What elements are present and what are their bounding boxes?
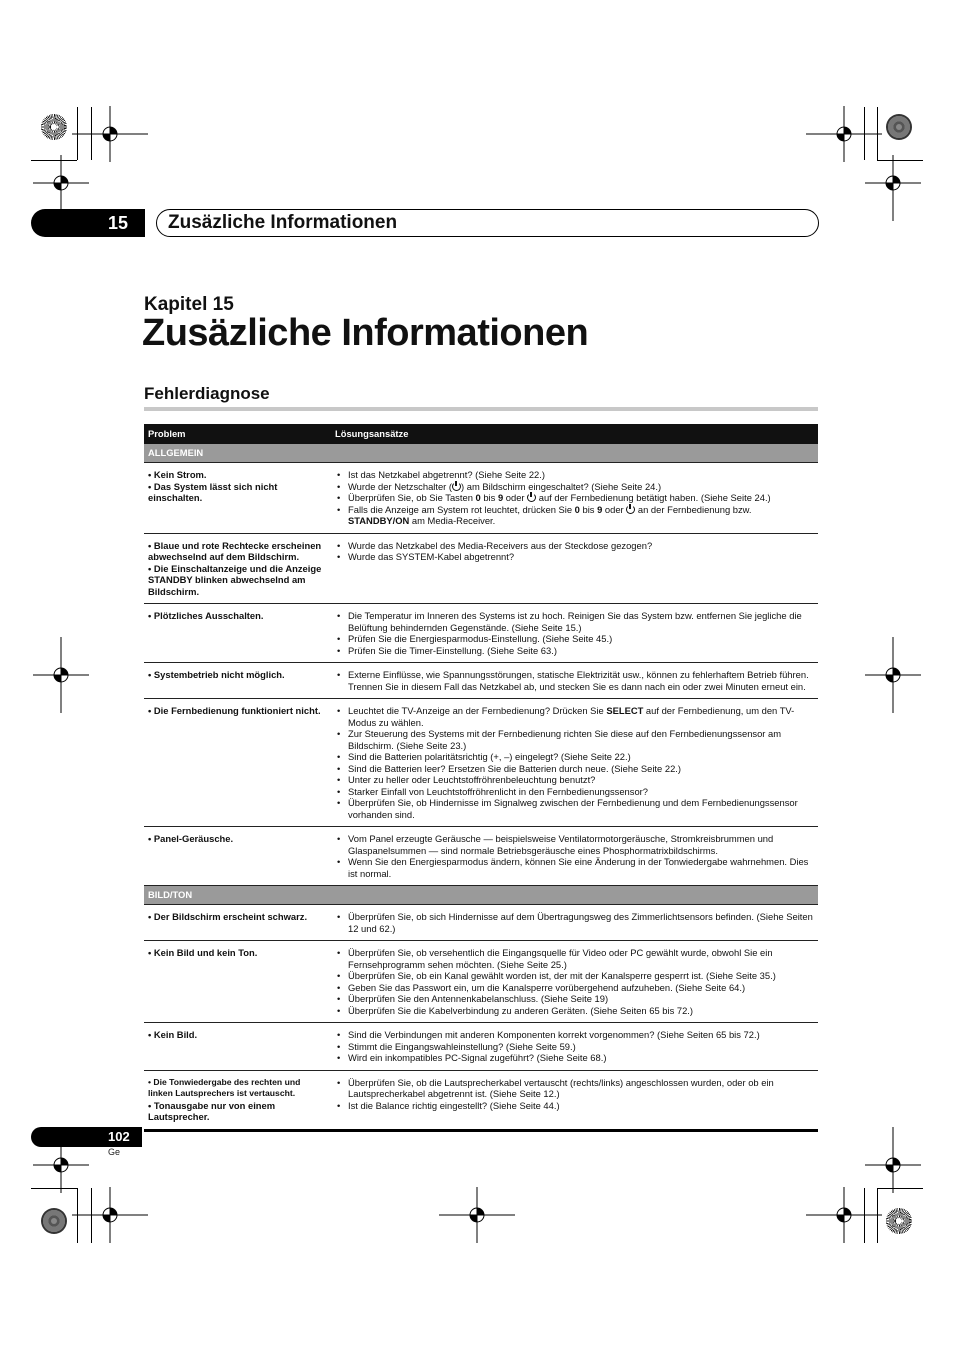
column-header-solutions: Lösungsansätze bbox=[331, 424, 818, 444]
page-number: 102 bbox=[108, 1129, 130, 1144]
solution-item: • Ist das Netzkabel abgetrennt? (Siehe Seite 22.) bbox=[348, 469, 814, 481]
power-icon bbox=[527, 493, 536, 502]
category-row bbox=[144, 886, 818, 905]
problem-cell bbox=[144, 463, 331, 534]
solution-item: • Starker Einfall von Leuchtstoffröhrenlicht in den Fernbedienungssensor? bbox=[348, 786, 814, 798]
solution-item: • Wurde das SYSTEM-Kabel abgetrennt? bbox=[348, 551, 814, 563]
table-row bbox=[144, 1070, 818, 1130]
solution-item: • Wurde das Netzkabel des Media-Receivers aus der Steckdose gezogen? bbox=[348, 540, 814, 552]
solution-cell bbox=[331, 827, 818, 886]
solution-item: • Falls die Anzeige am System rot leuchtet, drücken Sie 0 bis 9 oder an der Fernbedienung bzw. STANDBY/ON am Media-Receiver. bbox=[348, 504, 814, 527]
table-row bbox=[144, 941, 818, 1023]
solution-item: • Überprüfen Sie die Kabelverbindung zu anderen Geräten. (Siehe Seiten 65 bis 72.) bbox=[348, 1005, 814, 1017]
chapter-header-title: Zusäzliche Informationen bbox=[168, 212, 398, 233]
solution-cell bbox=[331, 699, 818, 827]
problem-cell bbox=[144, 905, 331, 941]
solution-item: • Stimmt die Eingangswahleinstellung? (Siehe Seite 59.) bbox=[348, 1041, 814, 1053]
category-row bbox=[144, 444, 818, 463]
solution-item: • Unter zu heller oder Leuchtstoffröhrenbeleuchtung benutzt? bbox=[348, 774, 814, 786]
power-icon bbox=[626, 505, 635, 514]
problem-text: • Die Fernbedienung funktioniert nicht. bbox=[148, 705, 321, 716]
solution-item: • Leuchtet die TV-Anzeige an der Fernbedienung? Drücken Sie SELECT auf der Fernbedienung, um den TV-Modus zu wählen. bbox=[348, 705, 814, 728]
problem-cell bbox=[144, 1070, 331, 1130]
section-rule bbox=[144, 407, 818, 411]
category-label-general: ALLGEMEIN bbox=[144, 444, 818, 463]
solution-cell bbox=[331, 604, 818, 663]
table-row bbox=[144, 463, 818, 534]
solution-cell bbox=[331, 905, 818, 941]
table-row bbox=[144, 905, 818, 941]
solution-item: • Wenn Sie den Energiesparmodus ändern, können Sie eine Änderung in der Tonwiedergabe wahrnehmen. Dies ist normal. bbox=[348, 856, 814, 879]
chapter-number: 15 bbox=[108, 213, 129, 233]
solution-item: • Überprüfen Sie, ob ein Kanal gewählt worden ist, der mit der Kanalsperre gesperrt ist. (Siehe Seite 35.) bbox=[348, 970, 814, 982]
table-header-row bbox=[144, 424, 818, 444]
problem-cell bbox=[144, 663, 331, 699]
solution-cell bbox=[331, 1070, 818, 1130]
problem-text: • Die Einschaltanzeige und die Anzeige STANDBY blinken abwechselnd am Bildschirm. bbox=[148, 562, 322, 597]
table-row bbox=[144, 1023, 818, 1071]
solution-item: • Überprüfen Sie, ob Sie Tasten 0 bis 9 oder auf der Fernbedienung betätigt haben. (Siehe Seite 24.) bbox=[348, 492, 814, 504]
column-header-problem: Problem bbox=[144, 424, 331, 444]
solution-cell bbox=[331, 1023, 818, 1071]
solution-item: • Überprüfen Sie, ob die Lautsprecherkabel vertauscht (rechts/links) angeschlossen wurden, oder ob ein Lautsprecherkabel abgetrennt ist. (Siehe Seite 12.) bbox=[348, 1077, 814, 1100]
solution-cell bbox=[331, 941, 818, 1023]
problem-text: • Der Bildschirm erscheint schwarz. bbox=[148, 911, 308, 922]
solution-item: • Überprüfen Sie, ob Hindernisse im Signalweg zwischen der Fernbedienung und dem Fernbedienungssensor vorhanden sind. bbox=[348, 797, 814, 820]
problem-text: • Das System lässt sich nicht einschalten. bbox=[148, 480, 278, 503]
problem-cell bbox=[144, 941, 331, 1023]
table-row bbox=[144, 663, 818, 699]
problem-text: • Die Tonwiedergabe des rechten und linken Lautsprechers ist vertauscht. bbox=[148, 1076, 301, 1098]
category-label-picture-sound: BILD/TON bbox=[144, 886, 818, 905]
solution-item: • Geben Sie das Passwort ein, um die Kanalsperre vorübergehend aufzuheben. (Siehe Seite 64.) bbox=[348, 982, 814, 994]
print-rosette-icon bbox=[41, 114, 67, 140]
print-rosette-icon bbox=[41, 1208, 67, 1234]
power-icon bbox=[452, 482, 461, 491]
solution-item: • Wird ein inkompatibles PC-Signal zugeführt? (Siehe Seite 68.) bbox=[348, 1052, 814, 1064]
solution-item: • Sind die Batterien leer? Ersetzen Sie die Batterien durch neue. (Siehe Seite 22.) bbox=[348, 763, 814, 775]
solution-item: • Prüfen Sie die Timer-Einstellung. (Siehe Seite 63.) bbox=[348, 645, 814, 657]
problem-cell bbox=[144, 1023, 331, 1071]
chapter-label: Kapitel 15 bbox=[144, 294, 234, 315]
solution-item: • Externe Einflüsse, wie Spannungsstörungen, statische Elektrizität usw., können zu fehlerhaftem Betrieb führen. Trennen Sie in diesem Fall das Netzkabel ab, und stecken Sie es dann nach ein oder zwei Minuten erneut ein. bbox=[348, 669, 814, 692]
table-row bbox=[144, 827, 818, 886]
page-title: Zusäzliche Informationen bbox=[142, 312, 589, 354]
solution-item: • Überprüfen Sie, ob versehentlich die Eingangsquelle für Video oder PC gewählt wurde, obwohl Sie ein Fernsehprogramm sehen möchten. (Siehe Seite 25.) bbox=[348, 947, 814, 970]
solution-cell bbox=[331, 663, 818, 699]
problem-cell bbox=[144, 533, 331, 604]
solution-item: • Sind die Batterien polaritätsrichtig (+, –) eingelegt? (Siehe Seite 22.) bbox=[348, 751, 814, 763]
problem-text: • Panel-Geräusche. bbox=[148, 833, 234, 844]
solution-cell bbox=[331, 533, 818, 604]
table-row bbox=[144, 533, 818, 604]
problem-cell bbox=[144, 604, 331, 663]
solution-item: • Vom Panel erzeugte Geräusche — beispielsweise Ventilatormotorgeräusche, Stromkreisbrummen und Glaspanelsummen — sind normale Betriebsgeräusche eines Phosphormatrixbildschirms. bbox=[348, 833, 814, 856]
solution-cell bbox=[331, 463, 818, 534]
solution-item: • Überprüfen Sie den Antennenkabelanschluss. (Siehe Seite 19) bbox=[348, 993, 814, 1005]
problem-text: • Plötzliches Ausschalten. bbox=[148, 610, 264, 621]
section-heading: Fehlerdiagnose bbox=[144, 384, 270, 403]
solution-item: • Wurde der Netzschalter ( ) am Bildschirm eingeschaltet? (Siehe Seite 24.) bbox=[348, 481, 814, 493]
table-row bbox=[144, 699, 818, 827]
solution-item: • Sind die Verbindungen mit anderen Komponenten korrekt vorgenommen? (Siehe Seiten 65 bis 72.) bbox=[348, 1029, 814, 1041]
problem-text: • Kein Strom. bbox=[148, 469, 207, 480]
problem-text: • Blaue und rote Rechtecke erscheinen abwechselnd auf dem Bildschirm. bbox=[148, 539, 322, 562]
solution-item: • Prüfen Sie die Energiesparmodus-Einstellung. (Siehe Seite 45.) bbox=[348, 633, 814, 645]
table-row bbox=[144, 604, 818, 663]
print-rosette-icon bbox=[886, 114, 912, 140]
print-rosette-icon bbox=[886, 1208, 912, 1234]
troubleshooting-table bbox=[144, 424, 818, 1132]
solution-item: • Überprüfen Sie, ob sich Hindernisse auf dem Übertragungsweg des Zimmerlichtsensors befinden. (Siehe Seiten 12 und 62.) bbox=[348, 911, 814, 934]
solution-item: • Ist die Balance richtig eingestellt? (Siehe Seite 44.) bbox=[348, 1100, 814, 1112]
solution-item: • Die Temperatur im Inneren des Systems ist zu hoch. Reinigen Sie das System bzw. entfernen Sie jegliche die Belüftung behindernden Gegenstände. (Siehe Seite 15.) bbox=[348, 610, 814, 633]
problem-cell bbox=[144, 699, 331, 827]
problem-text: • Kein Bild. bbox=[148, 1029, 198, 1040]
problem-text: • Kein Bild und kein Ton. bbox=[148, 947, 258, 958]
problem-cell bbox=[144, 827, 331, 886]
problem-text: • Tonausgabe nur von einem Lautsprecher. bbox=[148, 1099, 276, 1122]
solution-item: • Zur Steuerung des Systems mit der Fernbedienung richten Sie diese auf den Fernbedienungssensor am Bildschirm. (Siehe Seite 23.) bbox=[348, 728, 814, 751]
language-code: Ge bbox=[108, 1147, 121, 1157]
problem-text: • Systembetrieb nicht möglich. bbox=[148, 669, 285, 680]
